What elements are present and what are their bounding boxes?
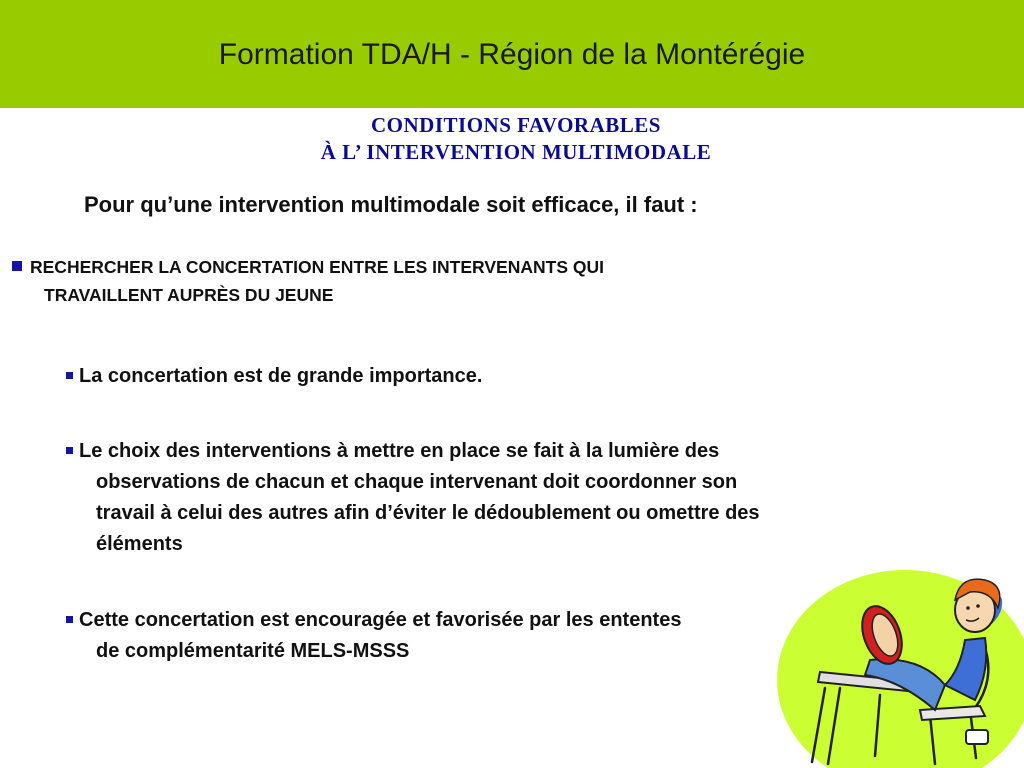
- section-heading-line-2: À L’ INTERVENTION MULTIMODALE: [320, 140, 712, 164]
- square-bullet-icon: [66, 616, 73, 623]
- sub-point-2-line-4: éléments: [96, 533, 183, 555]
- sub-point-1: [66, 361, 966, 392]
- sub-point-3-line-1: Cette concertation est encouragée et favorisée par les ententes: [79, 609, 682, 631]
- sub-point-3-line-2: de complémentarité MELS-MSSS: [96, 640, 410, 662]
- main-point: [12, 253, 812, 309]
- section-heading-line-1: CONDITIONS FAVORABLES: [371, 113, 661, 137]
- sub-point-2: [66, 436, 966, 560]
- main-point-line-2: TRAVAILLENT AUPRÈS DU JEUNE: [44, 285, 334, 305]
- section-heading: [0, 112, 1024, 166]
- square-bullet-icon: [12, 261, 22, 271]
- sub-point-2-line-2: observations de chacun et chaque intervenant doit coordonner son: [96, 471, 738, 493]
- square-bullet-icon: [66, 372, 73, 379]
- sub-point-2-line-3: travail à celui des autres afin d’éviter le dédoublement ou omettre des: [96, 502, 760, 524]
- sub-point-1-line-1: La concertation est de grande importance.: [79, 365, 483, 387]
- boy-reclining-on-chair-clipart: [770, 560, 1024, 768]
- slide-title: Formation TDA/H - Région de la Montérégie: [218, 38, 806, 71]
- intro-text: Pour qu’une intervention multimodale soit efficace, il faut :: [84, 192, 698, 217]
- square-bullet-icon: [66, 447, 73, 454]
- main-point-line-1: RECHERCHER LA CONCERTATION ENTRE LES INTERVENANTS QUI: [30, 257, 604, 277]
- header-bar: [0, 0, 1024, 108]
- sub-point-2-line-1: Le choix des interventions à mettre en place se fait à la lumière des: [79, 440, 720, 462]
